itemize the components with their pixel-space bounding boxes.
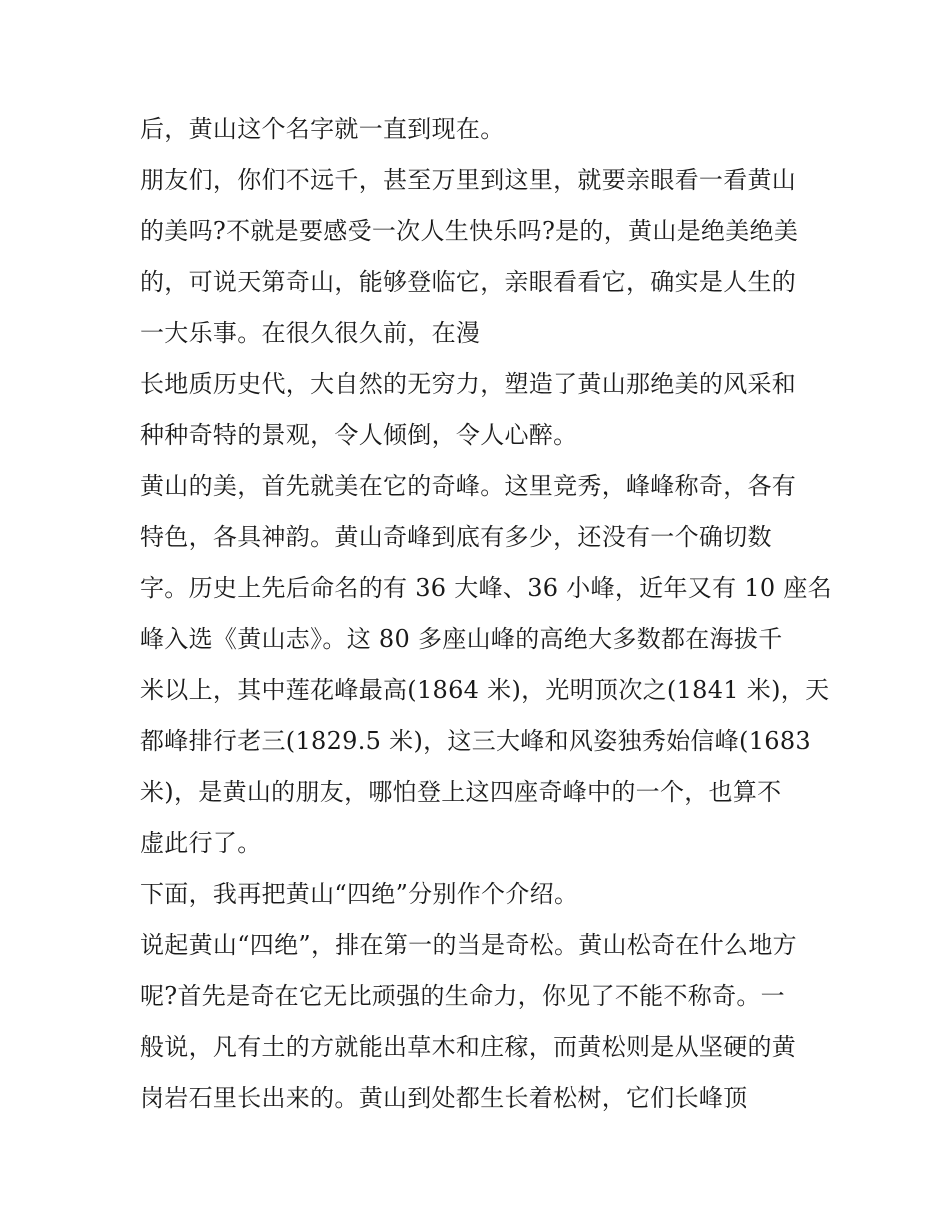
text-line: 峰入选《黄山志》。这 80 多座山峰的高绝大多数都在海拔千 — [140, 625, 783, 653]
text-line: 长地质历史代，大自然的无穷力，塑造了黄山那绝美的风采和 — [140, 370, 797, 398]
text-line: 说起黄山“四绝”，排在第一的当是奇松。黄山松奇在什么地方 — [140, 931, 797, 959]
text-line: 黄山的美，首先就美在它的奇峰。这里竞秀，峰峰称奇，各有 — [140, 472, 797, 500]
text-line: 的美吗?不就是要感受一次人生快乐吗?是的，黄山是绝美绝美 — [140, 217, 799, 245]
text-line: 特色，各具神韵。黄山奇峰到底有多少，还没有一个确切数 — [140, 523, 772, 551]
text-line: 呢?首先是奇在它无比顽强的生命力，你见了不能不称奇。一 — [140, 982, 785, 1010]
text-line: 的，可说天第奇山，能够登临它，亲眼看看它，确实是人生的 — [140, 268, 797, 296]
text-line: 下面，我再把黄山“四绝”分别作个介绍。 — [140, 880, 579, 908]
text-line: 一大乐事。在很久很久前，在漫 — [140, 319, 481, 347]
text-line: 虚此行了。 — [140, 829, 262, 857]
text-line: 米)，是黄山的朋友，哪怕登上这四座奇峰中的一个，也算不 — [140, 778, 782, 806]
text-line: 岗岩石里长出来的。黄山到处都生长着松树，它们长峰顶 — [140, 1084, 748, 1112]
text-line: 朋友们，你们不远千，甚至万里到这里，就要亲眼看一看黄山 — [140, 166, 797, 194]
text-line: 后，黄山这个名字就一直到现在。 — [140, 115, 505, 143]
text-line: 种种奇特的景观，令人倾倒，令人心醉。 — [140, 421, 578, 449]
text-line: 字。历史上先后命名的有 36 大峰、36 小峰，近年又有 10 座名 — [140, 574, 832, 602]
text-line: 都峰排行老三(1829.5 米)，这三大峰和风姿独秀始信峰(1683 — [140, 727, 811, 755]
text-line: 般说，凡有土的方就能出草木和庄稼，而黄松则是从坚硬的黄 — [140, 1033, 797, 1061]
text-line: 米以上，其中莲花峰最高(1864 米)，光明顶次之(1841 米)，天 — [140, 676, 830, 704]
